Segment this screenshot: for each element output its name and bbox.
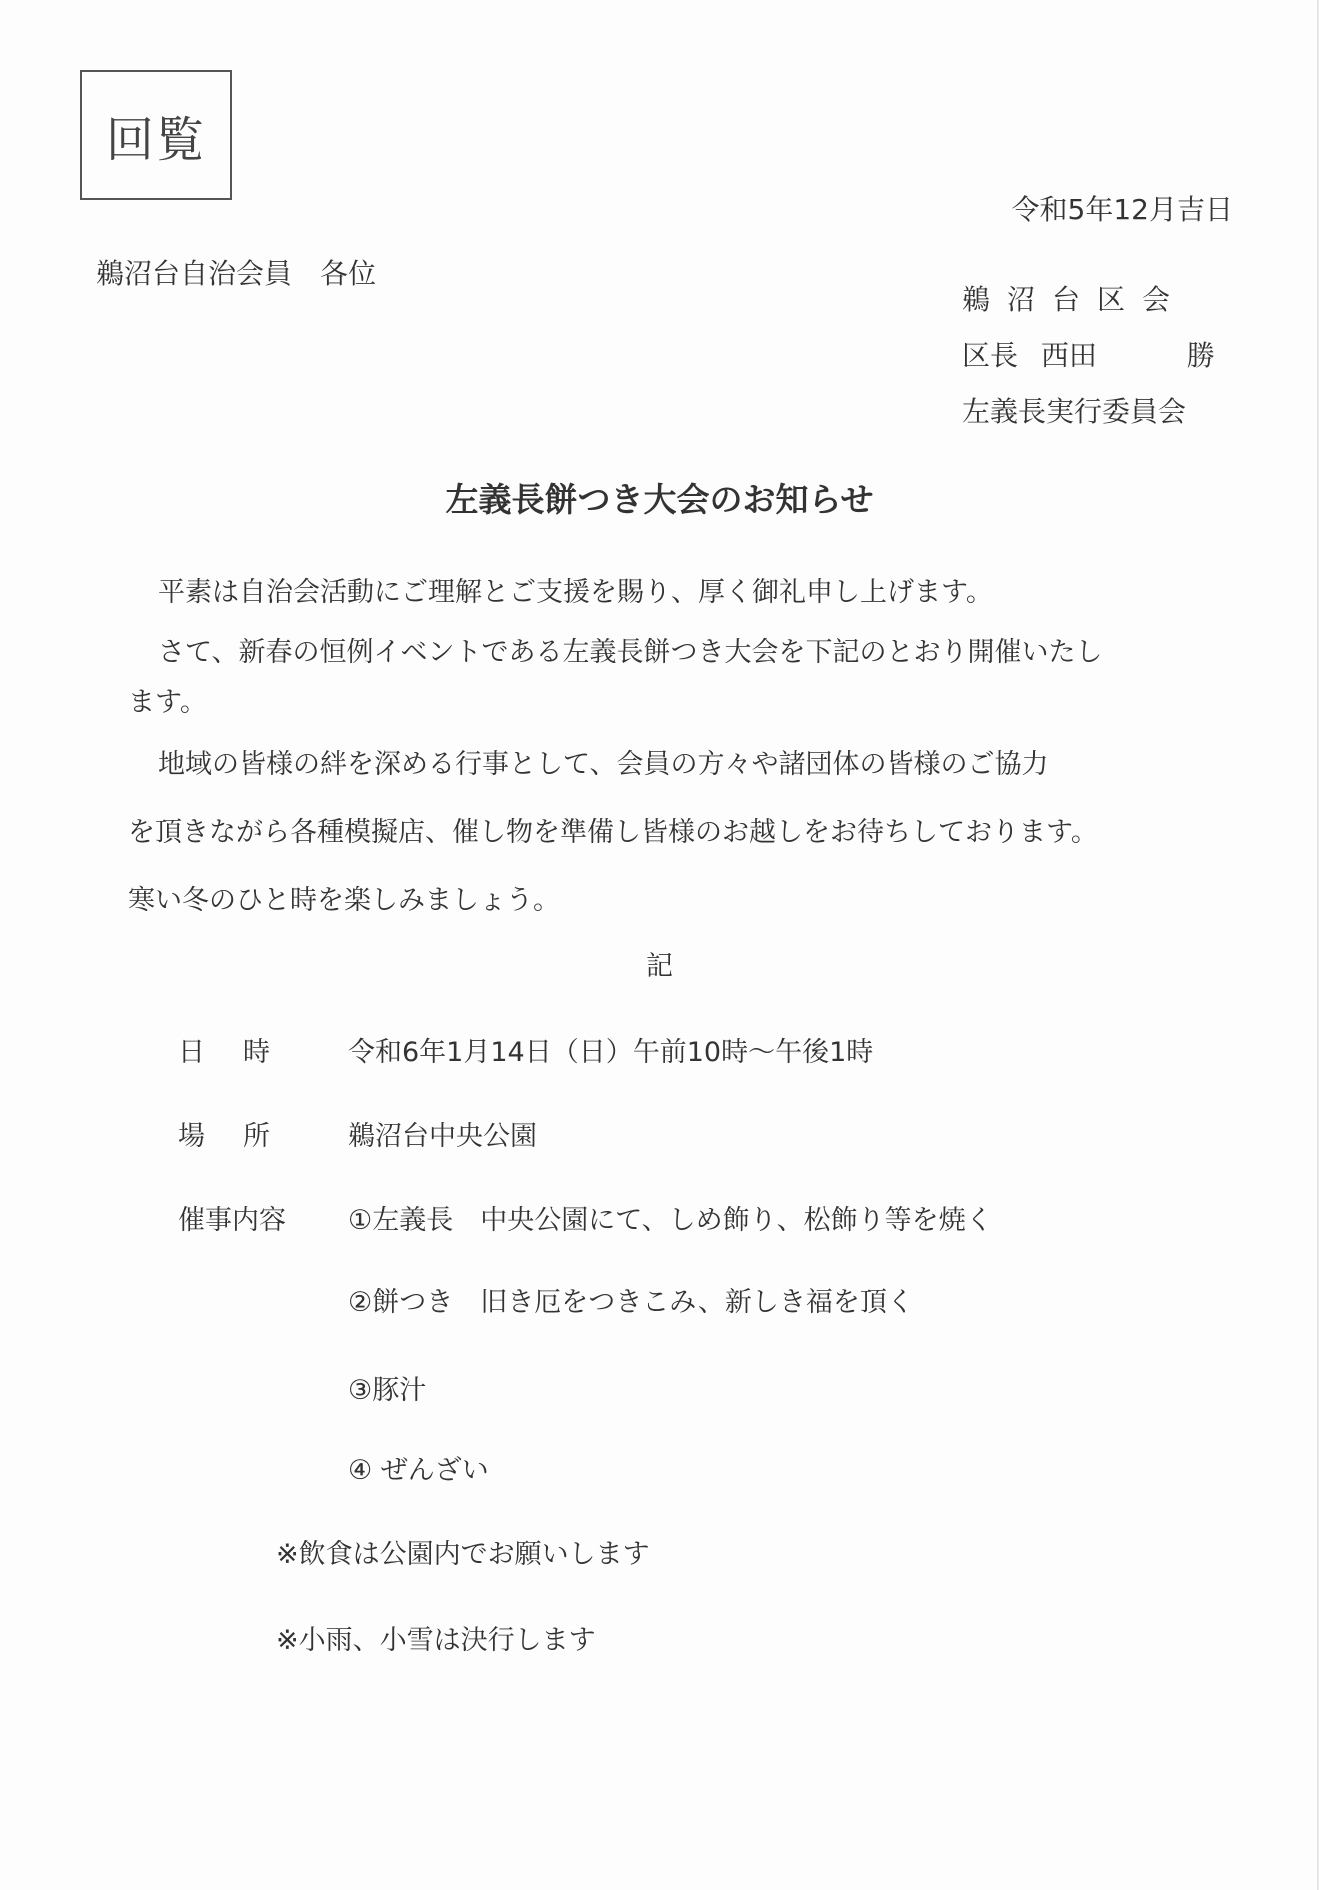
datetime-value: 令和6年1月14日（日）午前10時～午後1時 <box>348 1037 874 1068</box>
note-weather: ※小雨、小雪は決行します <box>276 1625 596 1656</box>
note-dining: ※飲食は公園内でお願いします <box>276 1539 650 1570</box>
body-paragraph-announcement-line2: ます。 <box>128 687 207 718</box>
event-item: ④ ぜんざい <box>348 1455 489 1486</box>
sender-block <box>962 272 1215 440</box>
body-paragraph-greeting: 平素は自治会活動にご理解とご支援を賜り、厚く御礼申し上げます。 <box>158 577 993 608</box>
sender-head-given-name: 勝 <box>1186 339 1215 372</box>
event-item: ①左義長 中央公園にて、しめ飾り、松飾り等を焼く <box>348 1205 993 1236</box>
datetime-label: 日時 <box>178 1037 308 1068</box>
notice-title: 左義長餅つき大会のお知らせ <box>445 480 874 519</box>
body-paragraph-closing: 寒い冬のひと時を楽しみましょう。 <box>128 885 560 916</box>
place-label: 場所 <box>178 1121 308 1152</box>
body-paragraph-purpose-line2: を頂きながら各種模擬店、催し物を準備し皆様のお越しをお待ちしております。 <box>128 817 1098 848</box>
sender-organization: 鵜沼台区会 <box>962 283 1188 316</box>
body-paragraph-purpose-line1: 地域の皆様の絆を深める行事として、会員の方々や諸団体の皆様のご協力 <box>158 749 1049 780</box>
addressee: 鵜沼台自治会員 各位 <box>96 257 377 290</box>
body-paragraph-announcement-line1: さて、新春の恒例イベントである左義長餅つき大会を下記のとおり開催いたし <box>158 637 1103 668</box>
sender-committee: 左義長実行委員会 <box>962 395 1187 428</box>
sender-head <box>962 328 1215 384</box>
events-label: 催事内容 <box>178 1205 286 1236</box>
circulation-stamp: 回覧 <box>80 70 232 200</box>
sender-head-title: 区長 <box>962 339 1019 372</box>
event-item: ②餅つき 旧き厄をつきこみ、新しき福を頂く <box>348 1287 914 1318</box>
sender-head-surname: 西田 <box>1040 339 1097 372</box>
event-item: ③豚汁 <box>348 1375 427 1406</box>
ki-heading: 記 <box>646 951 673 982</box>
place-value: 鵜沼台中央公園 <box>348 1121 537 1152</box>
issue-date: 令和5年12月吉日 <box>1011 193 1233 226</box>
